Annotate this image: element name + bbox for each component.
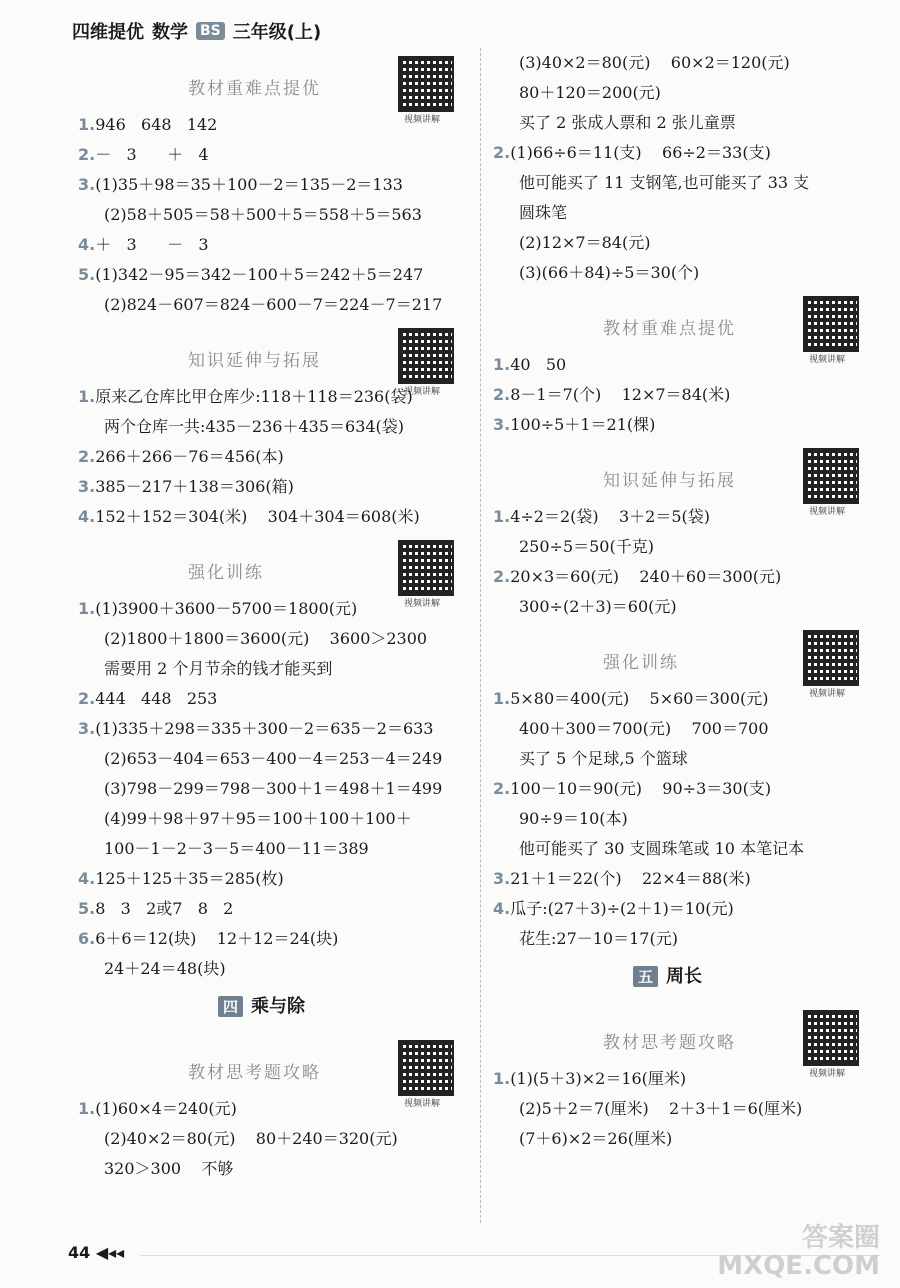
- question-number: 1.: [493, 507, 511, 526]
- question-number: 5.: [78, 265, 96, 284]
- section-title: 教材重难点提优: [188, 79, 321, 99]
- answer-line: [485, 804, 885, 834]
- answer-line: [485, 592, 885, 622]
- column-divider: [480, 48, 481, 1223]
- answer-text: (1)60×4＝240(元): [95, 1099, 237, 1118]
- answer-line: [485, 78, 885, 108]
- answer-line: [485, 380, 885, 410]
- qr-label: 视频讲解: [809, 689, 846, 699]
- answer-line: [70, 744, 470, 774]
- question-number: 2.: [493, 779, 511, 798]
- answer-line: [485, 228, 885, 258]
- answer-text: 20×3＝60(元) 240＋60＝300(元): [510, 567, 782, 586]
- answer-text: 250÷5＝50(千克): [519, 537, 654, 556]
- qr-label: 视频讲解: [809, 507, 846, 517]
- answer-text: 花生:27－10＝17(元): [519, 929, 678, 948]
- answer-text: 需要用 2 个月节余的钱才能买到: [104, 659, 333, 678]
- question-number: 2.: [493, 385, 511, 404]
- answer-text: (4)99＋98＋97＋95＝100＋100＋100＋: [104, 809, 412, 828]
- answer-text: (3)(66＋84)÷5＝30(个): [519, 263, 700, 282]
- answer-line: [485, 1094, 885, 1124]
- answer-text: 125＋125＋35＝285(枚): [95, 869, 284, 888]
- qr-code-icon[interactable]: [803, 448, 859, 504]
- grade-title: 三年级(上): [232, 22, 322, 43]
- question-number: 2.: [78, 689, 96, 708]
- answer-text: 4÷2＝2(袋) 3＋2＝5(袋): [510, 507, 711, 526]
- edition-badge: BS: [196, 22, 225, 40]
- answer-text: (2)5＋2＝7(厘米) 2＋3＋1＝6(厘米): [519, 1099, 803, 1118]
- answer-text: 100－10＝90(元) 90÷3＝30(支): [510, 779, 772, 798]
- question-number: 3.: [493, 415, 511, 434]
- section-title: 强化训练: [603, 653, 679, 673]
- qr-code-icon[interactable]: [398, 540, 454, 596]
- question-number: 6.: [78, 929, 96, 948]
- answer-text: (2)1800＋1800＝3600(元) 3600＞2300: [104, 629, 428, 648]
- qr-code-icon[interactable]: [398, 56, 454, 112]
- answer-line: [485, 168, 885, 198]
- question-number: 5.: [78, 899, 96, 918]
- answer-line: [485, 48, 885, 78]
- answer-line: [485, 924, 885, 954]
- answer-line: [485, 108, 885, 138]
- answer-text: (2)58＋505＝58＋500＋5＝558＋5＝563: [104, 205, 422, 224]
- answer-line: [70, 804, 470, 834]
- answer-line: [485, 258, 885, 288]
- question-number: 4.: [78, 507, 96, 526]
- answer-line: [70, 924, 470, 954]
- section-title: 强化训练: [188, 563, 264, 583]
- answer-line: [70, 412, 470, 442]
- answer-text: 946 648 142: [95, 115, 218, 134]
- answer-line: [485, 894, 885, 924]
- chapter-title: 周长: [666, 966, 703, 987]
- answer-line: [485, 834, 885, 864]
- answer-text: (2)653－404＝653－400－4＝253－4＝249: [104, 749, 443, 768]
- answer-line: [70, 834, 470, 864]
- answer-text: ＋ 3 － 3: [95, 235, 209, 254]
- answer-line: [70, 230, 470, 260]
- section-title: 教材思考题攻略: [188, 1063, 321, 1083]
- answer-text: 买了 5 个足球,5 个篮球: [519, 749, 688, 768]
- section-title: 知识延伸与拓展: [188, 351, 321, 371]
- answer-text: (3)798－299＝798－300＋1＝498＋1＝499: [104, 779, 443, 798]
- question-number: 4.: [78, 235, 96, 254]
- qr-code-icon[interactable]: [398, 1040, 454, 1096]
- section-title: 知识延伸与拓展: [603, 471, 736, 491]
- qr-label: 视频讲解: [404, 115, 441, 125]
- question-number: 1.: [493, 1069, 511, 1088]
- answer-text: (1)(5＋3)×2＝16(厘米): [510, 1069, 687, 1088]
- answer-text: 444 448 253: [95, 689, 218, 708]
- question-number: 1.: [493, 689, 511, 708]
- question-number: 2.: [493, 143, 511, 162]
- qr-code-icon[interactable]: [803, 1010, 859, 1066]
- question-number: 3.: [493, 869, 511, 888]
- answer-text: (3)40×2＝80(元) 60×2＝120(元): [519, 53, 790, 72]
- question-number: 3.: [78, 719, 96, 738]
- answer-text: (1)35＋98＝35＋100－2＝135－2＝133: [95, 175, 403, 194]
- answer-line: [485, 532, 885, 562]
- answer-line: [70, 170, 470, 200]
- answer-text: (1)66÷6＝11(支) 66÷2＝33(支): [510, 143, 771, 162]
- qr-label: 视频讲解: [404, 599, 441, 609]
- answer-text: 买了 2 张成人票和 2 张儿童票: [519, 113, 736, 132]
- answer-text: 圆珠笔: [519, 203, 568, 222]
- question-number: 2.: [78, 447, 96, 466]
- answer-line: [70, 502, 470, 532]
- answer-text: 原来乙仓库比甲仓库少:118＋118＝236(袋): [95, 387, 413, 406]
- question-number: 4.: [493, 899, 511, 918]
- answer-text: (2)40×2＝80(元) 80＋240＝320(元): [104, 1129, 398, 1148]
- answer-text: 152＋152＝304(米) 304＋304＝608(米): [95, 507, 420, 526]
- answer-line: [70, 714, 470, 744]
- question-number: 1.: [493, 355, 511, 374]
- answer-text: (1)342－95＝342－100＋5＝242＋5＝247: [95, 265, 424, 284]
- chapter-heading: [485, 954, 885, 1002]
- question-number: 1.: [78, 115, 96, 134]
- answer-text: 266＋266－76＝456(本): [95, 447, 284, 466]
- answer-text: 80＋120＝200(元): [519, 83, 661, 102]
- answer-line: [70, 654, 470, 684]
- watermark: 答案圈 MXQE.COM: [717, 1223, 880, 1281]
- question-number: 2.: [78, 145, 96, 164]
- answer-line: [485, 410, 885, 440]
- answer-line: [70, 1154, 470, 1184]
- qr-label: 视频讲解: [404, 387, 441, 397]
- qr-code-icon[interactable]: [398, 328, 454, 384]
- qr-label: 视频讲解: [809, 1069, 846, 1079]
- answer-text: 21＋1＝22(个) 22×4＝88(米): [510, 869, 751, 888]
- answer-line: [70, 684, 470, 714]
- answer-text: (1)335＋298＝335＋300－2＝635－2＝633: [95, 719, 434, 738]
- answer-text: (2)824－607＝824－600－7＝224－7＝217: [104, 295, 443, 314]
- qr-label: 视频讲解: [404, 1099, 441, 1109]
- answer-text: 5×80＝400(元) 5×60＝300(元): [510, 689, 769, 708]
- answer-text: 瓜子:(27＋3)÷(2＋1)＝10(元): [510, 899, 734, 918]
- question-number: 1.: [78, 387, 96, 406]
- answer-line: [485, 562, 885, 592]
- answer-line: [70, 864, 470, 894]
- answer-text: － 3 ＋ 4: [95, 145, 209, 164]
- page-header: [72, 18, 321, 44]
- answer-text: 400＋300＝700(元) 700＝700: [519, 719, 769, 738]
- answer-text: 100÷5＋1＝21(棵): [510, 415, 656, 434]
- answer-line: [70, 260, 470, 290]
- answer-line: [70, 894, 470, 924]
- chapter-title: 乘与除: [251, 996, 306, 1017]
- left-column: [70, 48, 470, 1184]
- answer-line: [70, 140, 470, 170]
- answer-text: 6＋6＝12(块) 12＋12＝24(块): [95, 929, 339, 948]
- answer-text: 8－1＝7(个) 12×7＝84(米): [510, 385, 731, 404]
- answer-line: [70, 200, 470, 230]
- answer-text: 40 50: [510, 355, 567, 374]
- question-number: 3.: [78, 477, 96, 496]
- answer-text: 两个仓库一共:435－236＋435＝634(袋): [104, 417, 405, 436]
- section-title: 教材重难点提优: [603, 319, 736, 339]
- answer-text: 他可能买了 11 支钢笔,也可能买了 33 支: [519, 173, 810, 192]
- answer-line: [70, 774, 470, 804]
- answer-text: 100－1－2－3－5＝400－11＝389: [104, 839, 369, 858]
- answer-line: [70, 1124, 470, 1154]
- question-number: 1.: [78, 599, 96, 618]
- subject-title: 数学: [152, 22, 188, 43]
- answer-text: (1)3900＋3600－5700＝1800(元): [95, 599, 358, 618]
- right-column: [485, 48, 885, 1154]
- answer-text: (2)12×7＝84(元): [519, 233, 651, 252]
- answer-text: 24＋24＝48(块): [104, 959, 226, 978]
- answer-line: [485, 198, 885, 228]
- chapter-badge: 五: [633, 966, 658, 987]
- answer-text: 8 3 2或7 8 2: [95, 899, 234, 918]
- answer-line: [485, 138, 885, 168]
- answer-text: (7＋6)×2＝26(厘米): [519, 1129, 673, 1148]
- chapter-heading: [70, 984, 470, 1032]
- answer-line: [485, 864, 885, 894]
- answer-line: [70, 290, 470, 320]
- answer-line: [485, 714, 885, 744]
- answer-text: 90÷9＝10(本): [519, 809, 628, 828]
- page-number: 44 ◀◂◂: [68, 1243, 125, 1262]
- answer-text: 385－217＋138＝306(箱): [95, 477, 294, 496]
- answer-line: [70, 442, 470, 472]
- question-number: 1.: [78, 1099, 96, 1118]
- answer-line: [485, 774, 885, 804]
- qr-label: 视频讲解: [809, 355, 846, 365]
- answer-line: [70, 472, 470, 502]
- answer-text: 320＞300 不够: [104, 1159, 234, 1178]
- question-number: 4.: [78, 869, 96, 888]
- qr-code-icon[interactable]: [803, 296, 859, 352]
- qr-code-icon[interactable]: [803, 630, 859, 686]
- answer-line: [485, 1124, 885, 1154]
- answer-text: 300÷(2＋3)＝60(元): [519, 597, 677, 616]
- answer-line: [70, 954, 470, 984]
- question-number: 3.: [78, 175, 96, 194]
- answer-line: [485, 744, 885, 774]
- section-title: 教材思考题攻略: [603, 1033, 736, 1053]
- question-number: 2.: [493, 567, 511, 586]
- answer-line: [70, 624, 470, 654]
- answer-text: 他可能买了 30 支圆珠笔或 10 本笔记本: [519, 839, 805, 858]
- series-title: 四维提优: [72, 22, 144, 43]
- chapter-badge: 四: [218, 996, 243, 1017]
